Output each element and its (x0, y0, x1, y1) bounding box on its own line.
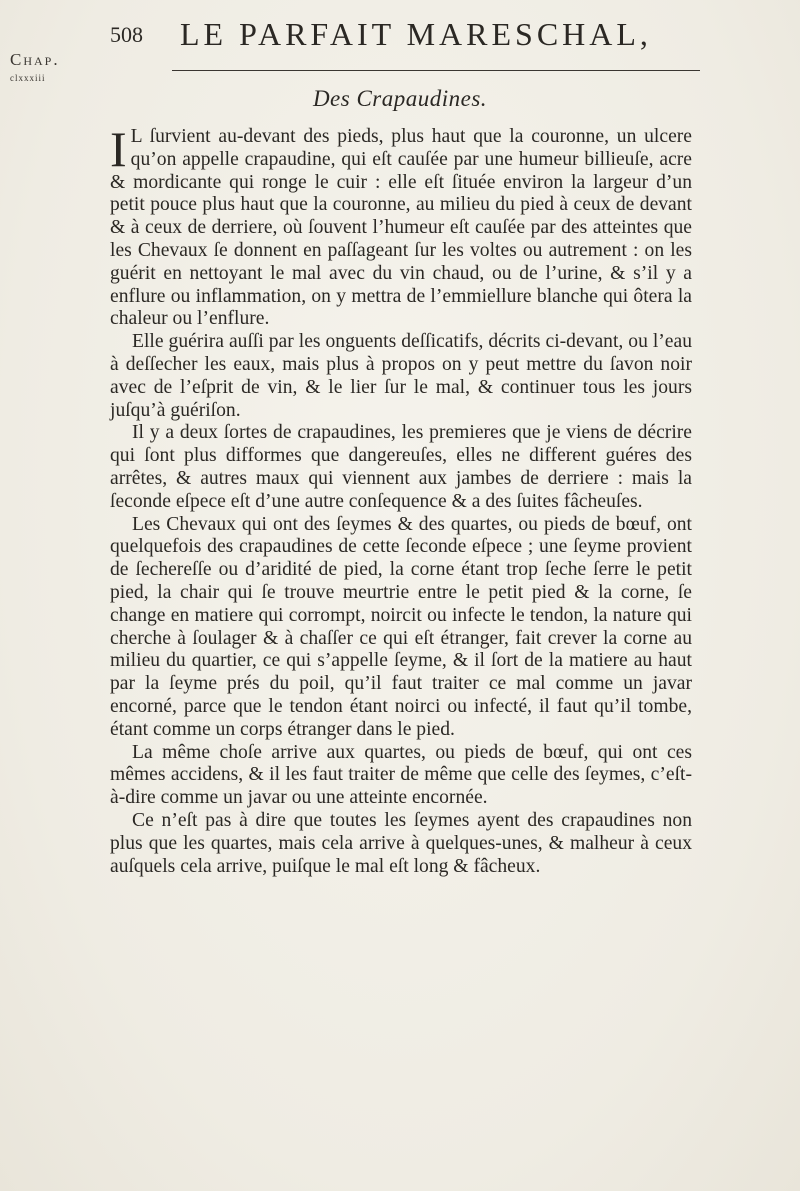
drop-capital: I (110, 121, 127, 177)
header-rule (172, 70, 700, 71)
body-text (110, 121, 692, 878)
page-header (110, 14, 700, 54)
paragraph-5: La même choſe arrive aux quartes, ou pieds de bœuf, qui ont ces mêmes accidens, & il les faut traiter de même que celle des ſeymes, c’eſt-à-dire comme un javar ou une atteinte encornée. (110, 741, 692, 809)
paragraph-1-text: L ſurvient au-devant des pieds, plus haut que la couronne, un ulcere qu’on appelle crapaudine, qui eſt cauſée par une humeur billieuſe, acre & mordicante qui ronge le cuir : elle eſt ſituée environ la largeur d’un petit pouce plus haut que la couronne, au milieu du pied à ceux de devant & à ceux de derriere, où ſouvent l’humeur eſt cauſée par des atteintes que les Chevaux ſe donnent en paſſageant ſur les voltes ou autrement : on les guérit en nettoyant le mal avec du vin chaud, ou de l’urine, & s’il y a enflure ou inflammation, on y mettra de l’emmiellure blanche qui ôtera la chaleur ou l’enflure. (110, 126, 692, 330)
page-number: 508 (110, 22, 143, 47)
paragraph-1 (110, 121, 692, 331)
paragraph-6: Ce n’eſt pas à dire que toutes les ſeymes ayent des crapaudines non plus que les quartes, mais cela arrive à quelques-unes, & malheur à ceux auſquels cela arrive, puiſque le mal eſt long & fâcheux. (110, 809, 692, 877)
paragraph-2: Elle guérira auſſi par les onguents deſſicatifs, décrits ci-devant, ou l’eau à deſſecher les eaux, mais plus à propos on y peut mettre du ſavon noir avec de l’eſprit de vin, & le lier ſur le mal, & continuer tous les jours juſqu’à guériſon. (110, 331, 692, 421)
margin-chapter-note (10, 50, 70, 83)
margin-chapter-label: Chap. (10, 50, 60, 69)
running-title: LE PARFAIT MARESCHAL, (180, 16, 652, 52)
paragraph-4: Les Chevaux qui ont des ſeymes & des quartes, ou pieds de bœuf, ont quelquefois des crapaudines de cette ſeconde eſpece ; une ſeyme provient de ſechereſſe ou d’aridité de pied, la corne étant trop ſeche ſerre le petit pied, la chair qui ſe trouve meurtrie entre le petit pied & la corne, ſe change en matiere qui corrompt, noircit ou infecte le tendon, la nature qui cherche à ſoulager & à chaſſer ce qui eſt étranger, fait crever la corne au milieu du quartier, ce qui s’appelle ſeyme, & il ſort de la matiere au haut par la ſeyme prés du poil, qu’il faut traiter ce mal comme un javar encorné, parce que le tendon étant noirci ou infecté, il faut qu’il tombe, étant comme un corps étranger dans le pied. (110, 513, 692, 740)
section-title: Des Crapaudines. (312, 86, 488, 111)
margin-chapter-number: clxxxiii (10, 73, 46, 83)
paragraph-3: Il y a deux ſortes de crapaudines, les premieres que je viens de décrire qui ſont plus difformes que dangereuſes, elles ne different guéres des arrêtes, & autres maux qui viennent aux jambes de derriere : mais la ſeconde eſpece eſt d’une autre conſequence & a des ſuites fâcheuſes. (110, 422, 692, 512)
